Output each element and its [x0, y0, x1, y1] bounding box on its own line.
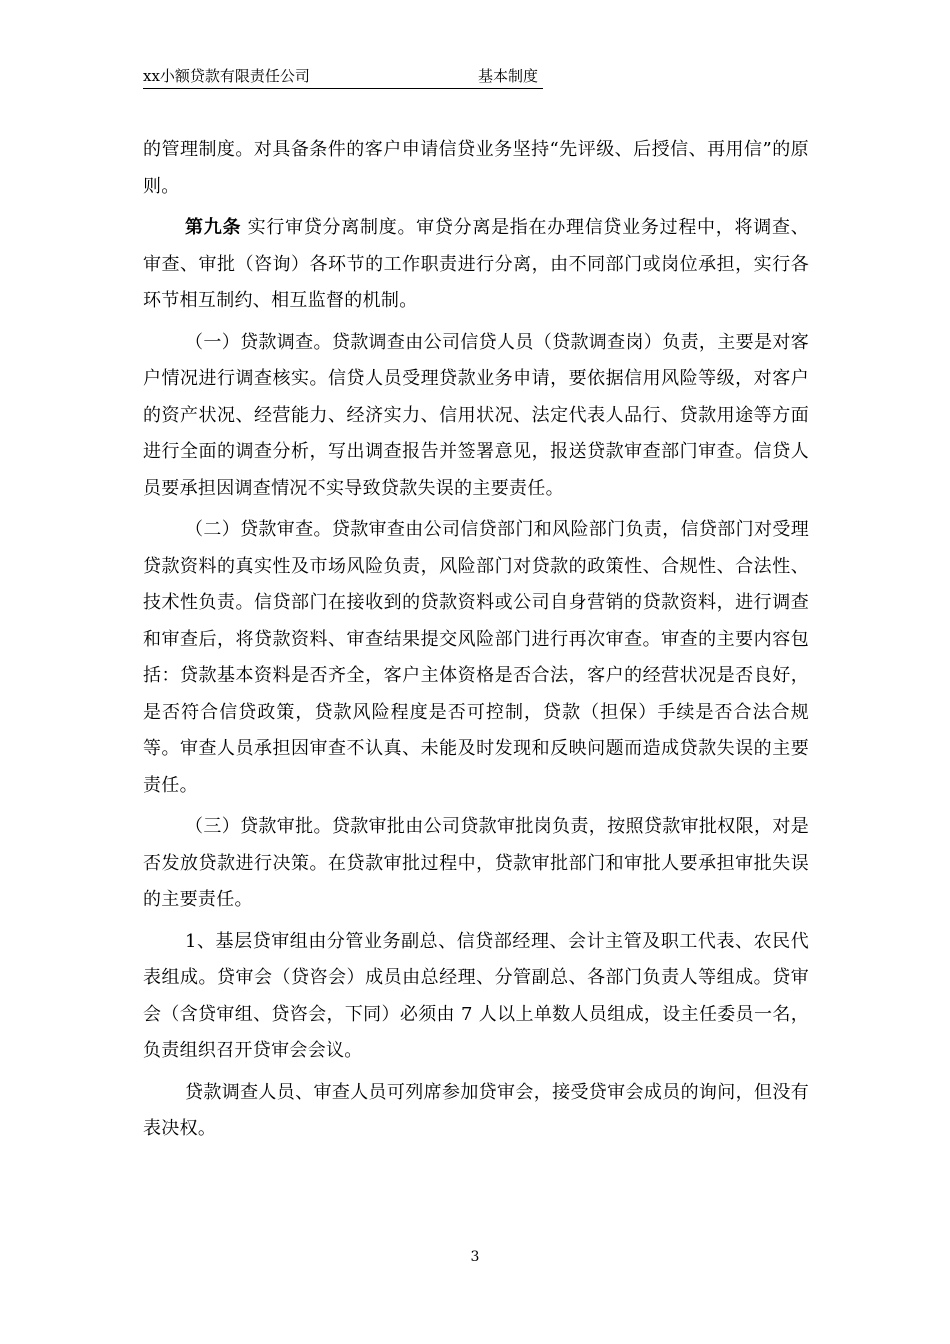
paragraph-committee-composition: 1、基层贷审组由分管业务副总、信贷部经理、会计主管及职工代表、农民代表组成。贷审会（贷咨会）成员由总经理、分管副总、各部门负责人等组成。贷审会（含贷审组、贷咨会，下同）必须由 7 人以上单数人员组成，设主任委员一名，负责组织召开贷审会会议。 — [143, 930, 809, 1061]
article-text: 实行审贷分离制度。审贷分离是指在办理信贷业务过程中，将调查、审查、审批（咨询）各环节的工作职责进行分离，由不同部门或岗位承担，实行各环节相互制约、相互监督的机制。 — [143, 217, 809, 311]
page-header — [143, 66, 543, 89]
page-number: 3 — [470, 1249, 480, 1265]
paragraph-attendance: 贷款调查人员、审查人员可列席参加贷审会，接受贷审会成员的询问，但没有表决权。 — [143, 1081, 809, 1139]
header-company-name: xx小额贷款有限责任公司 — [143, 67, 310, 85]
article-heading: 第九条 — [185, 217, 242, 238]
header-document-title: 基本制度 — [478, 67, 539, 85]
document-body — [143, 132, 809, 1153]
paragraph-continuation: 的管理制度。对具备条件的客户申请信贷业务坚持“先评级、后授信、再用信”的原则。 — [143, 139, 809, 197]
paragraph-article-9 — [143, 210, 809, 320]
paragraph-loan-approval: （三）贷款审批。贷款审批由公司贷款审批岗负责，按照贷款审批权限，对是否发放贷款进行决策。在贷款审批过程中，贷款审批部门和审批人要承担审批失误的主要责任。 — [143, 816, 809, 910]
paragraph-loan-investigation: （一）贷款调查。贷款调查由公司信贷人员（贷款调查岗）负责，主要是对客户情况进行调查核实。信贷人员受理贷款业务申请，要依据信用风险等级，对客户的资产状况、经营能力、经济实力、信用状况、法定代表人品行、贷款用途等方面进行全面的调查分析，写出调查报告并签署意见，报送贷款审查部门审查。信贷人员要承担因调查情况不实导致贷款失误的主要责任。 — [143, 331, 809, 499]
paragraph-loan-review: （二）贷款审查。贷款审查由公司信贷部门和风险部门负责，信贷部门对受理贷款资料的真实性及市场风险负责，风险部门对贷款的政策性、合规性、合法性、技术性负责。信贷部门在接收到的贷款资料或公司自身营销的贷款资料，进行调查和审查后，将贷款资料、审查结果提交风险部门进行再次审查。审查的主要内容包括：贷款基本资料是否齐全，客户主体资格是否合法，客户的经营状况是否良好，是否符合信贷政策，贷款风险程度是否可控制，贷款（担保）手续是否合法合规等。审查人员承担因审查不认真、未能及时发现和反映问题而造成贷款失误的主要责任。 — [143, 519, 809, 796]
